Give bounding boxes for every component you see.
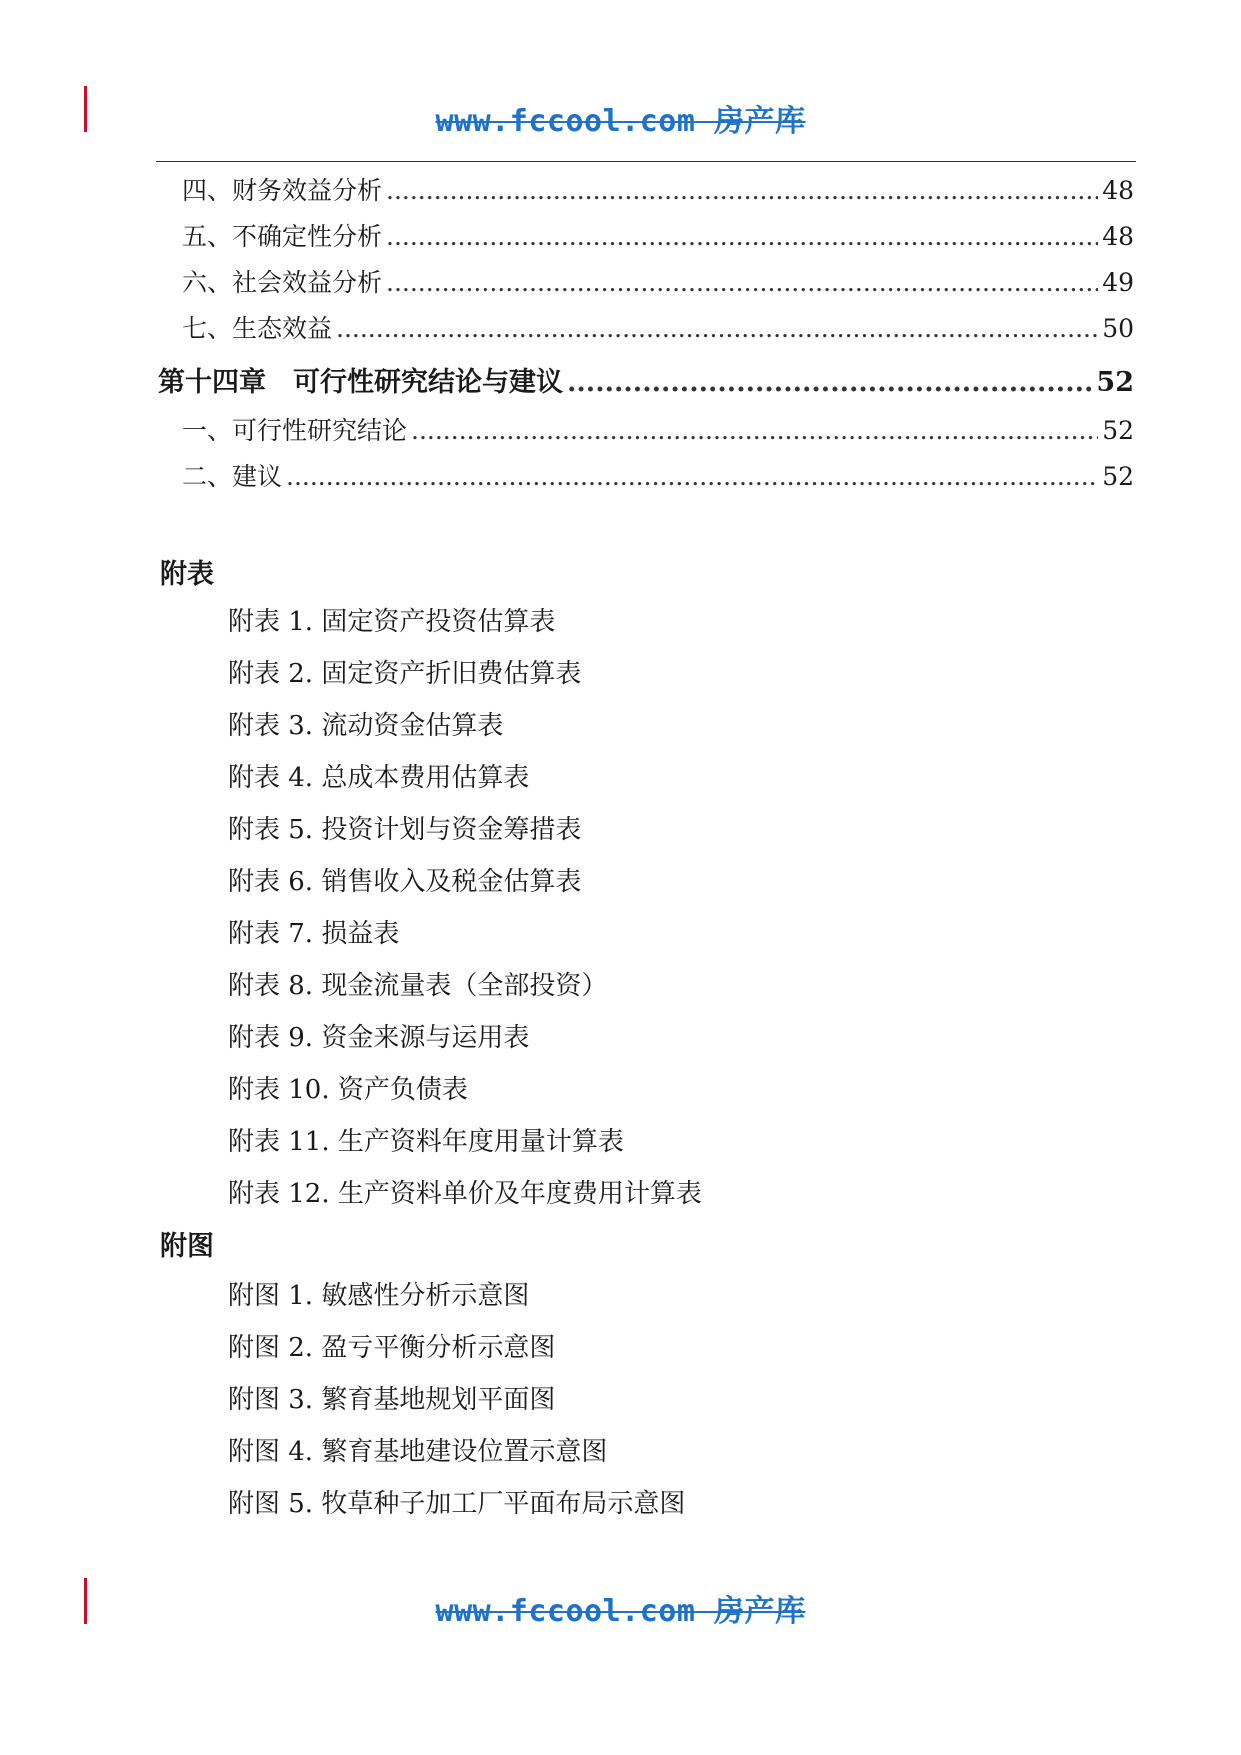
- toc-entry-label: 一、可行性研究结论: [182, 416, 408, 445]
- toc-entry-page: 49: [1102, 268, 1134, 297]
- appendix-table-item: 附表 3. 流动资金估算表: [228, 711, 504, 741]
- header-rule: [156, 161, 1136, 162]
- appendix-table-item: 附表 8. 现金流量表（全部投资）: [228, 971, 608, 1001]
- footer-site-name: 房产库: [713, 1594, 806, 1629]
- appendix-figure-item: 附图 5. 牧草种子加工厂平面布局示意图: [228, 1489, 686, 1519]
- toc-entry-page: 48: [1102, 222, 1134, 251]
- table-of-contents: [158, 168, 1134, 500]
- appendix-figure-item: 附图 3. 繁育基地规划平面图: [228, 1385, 556, 1415]
- toc-chapter-entry: [158, 352, 1134, 408]
- toc-entry: [158, 454, 1134, 500]
- appendix-tables-list: [228, 596, 702, 1220]
- toc-chapter-label: 第十四章 可行性研究结论与建议: [158, 367, 563, 398]
- header-site-name: 房产库: [713, 104, 806, 139]
- toc-entry: [158, 306, 1134, 352]
- toc-dot-leader: [386, 168, 1098, 214]
- toc-entry: [158, 408, 1134, 454]
- appendix-table-item: 附表 4. 总成本费用估算表: [228, 763, 530, 793]
- appendix-figures-heading: 附图: [160, 1231, 214, 1262]
- toc-entry-label: 五、不确定性分析: [182, 222, 383, 251]
- toc-dot-leader: [411, 408, 1098, 454]
- appendix-figure-item: 附图 2. 盈亏平衡分析示意图: [228, 1333, 556, 1363]
- toc-dot-leader: [567, 352, 1092, 414]
- toc-chapter-page: 52: [1096, 367, 1134, 398]
- toc-entry-label: 六、社会效益分析: [182, 268, 383, 297]
- toc-entry-page: 48: [1102, 176, 1134, 205]
- toc-dot-leader: [386, 214, 1098, 260]
- header-url: www.fccool.com: [435, 104, 696, 139]
- appendix-table-item: 附表 12. 生产资料单价及年度费用计算表: [228, 1179, 702, 1209]
- toc-entry: [158, 214, 1134, 260]
- toc-entry-label: 二、建议: [182, 462, 283, 491]
- page-header: [0, 96, 1241, 140]
- appendix-table-item: 附表 5. 投资计划与资金筹措表: [228, 815, 582, 845]
- toc-entry: [158, 168, 1134, 214]
- toc-entry-page: 52: [1102, 416, 1134, 445]
- toc-dot-leader: [336, 306, 1098, 352]
- appendix-table-item: 附表 9. 资金来源与运用表: [228, 1023, 530, 1053]
- toc-entry-label: 四、财务效益分析: [182, 176, 383, 205]
- toc-dot-leader: [386, 260, 1098, 306]
- appendix-table-item: 附表 2. 固定资产折旧费估算表: [228, 659, 582, 689]
- appendix-table-item: 附表 11. 生产资料年度用量计算表: [228, 1127, 624, 1157]
- page-footer: [0, 1586, 1241, 1630]
- toc-entry-page: 50: [1102, 314, 1134, 343]
- appendix-table-item: 附表 7. 损益表: [228, 919, 400, 949]
- appendix-figure-item: 附图 1. 敏感性分析示意图: [228, 1281, 530, 1311]
- appendix-table-item: 附表 6. 销售收入及税金估算表: [228, 867, 582, 897]
- toc-entry-label: 七、生态效益: [182, 314, 333, 343]
- toc-entry: [158, 260, 1134, 306]
- appendix-table-item: 附表 10. 资产负债表: [228, 1075, 468, 1105]
- appendix-table-item: 附表 1. 固定资产投资估算表: [228, 607, 556, 637]
- footer-url: www.fccool.com: [435, 1594, 696, 1629]
- toc-entry-page: 52: [1102, 462, 1134, 491]
- appendix-figures-list: [228, 1270, 685, 1530]
- appendix-figure-item: 附图 4. 繁育基地建设位置示意图: [228, 1437, 608, 1467]
- toc-dot-leader: [286, 454, 1098, 500]
- appendix-tables-heading: 附表: [160, 559, 214, 590]
